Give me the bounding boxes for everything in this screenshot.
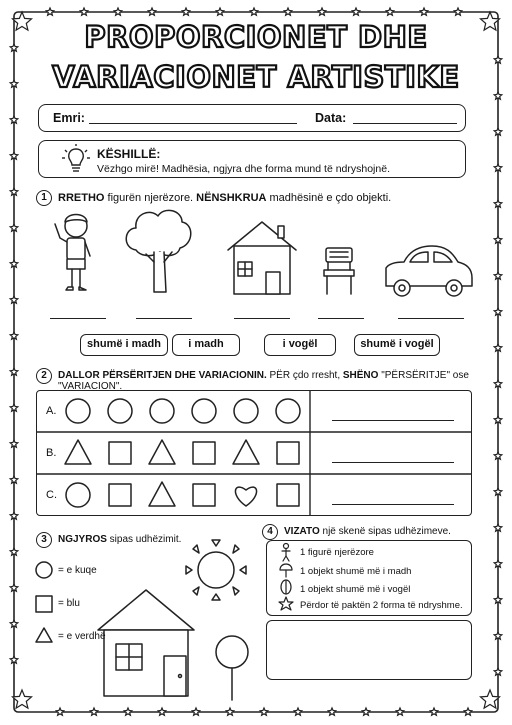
section-4-number: 4 <box>262 524 278 540</box>
title-line-2: VARIACIONET ARTISTIKE <box>52 60 460 94</box>
star-icon <box>279 597 293 610</box>
name-label: Emri: <box>53 111 85 125</box>
row-label-b: B. <box>46 447 57 459</box>
row-label-c: C. <box>46 489 57 501</box>
title-line-1: PROPORCIONET DHE <box>84 20 428 54</box>
section-1-number: 1 <box>36 190 52 206</box>
size-option-very-big[interactable]: shumë i madh <box>80 334 168 356</box>
checklist-item-small-object: 1 objekt shumë më i vogël <box>300 584 411 595</box>
legend-blue: = blu <box>58 598 80 609</box>
leaf-icon <box>281 580 291 594</box>
person-icon <box>282 544 290 562</box>
tip-title: KËSHILLË: <box>97 147 161 161</box>
row-label-a: A. <box>46 405 57 417</box>
checklist-item-big-object: 1 objekt shumë më i madh <box>300 566 412 577</box>
date-label: Data: <box>315 111 347 125</box>
section-3-instruction: NGJYROS sipas udhëzimit. <box>58 534 182 545</box>
checklist-item-shapes: Përdor të paktën 2 forma të ndryshme. <box>300 600 463 611</box>
section-3-number: 3 <box>36 532 52 548</box>
legend-yellow: = e verdhë <box>58 631 106 642</box>
legend-red: = e kuqe <box>58 565 97 576</box>
section-2-number: 2 <box>36 368 52 384</box>
size-option-big[interactable]: i madh <box>172 334 240 356</box>
checklist-item-person: 1 figurë njerëzore <box>300 547 374 558</box>
section-2-instruction: DALLOR PËRSËRITJEN DHE VARIACIONIN. PËR çdo rresht, SHËNO "PËRSËRITJE" ose "VARIACION". <box>58 370 469 392</box>
section-1-instruction: RRETHO figurën njerëzore. NËNSHKRUA madhësinë e çdo objekti. <box>58 192 392 204</box>
size-option-very-small[interactable]: shumë i vogël <box>354 334 440 356</box>
section-4-instruction: VIZATO një skenë sipas udhëzimeve. <box>284 526 451 537</box>
mushroom-icon <box>280 564 292 577</box>
tip-text: Vëzhgo mirë! Madhësia, ngjyra dhe forma mund të ndryshojnë. <box>97 163 390 175</box>
size-option-small[interactable]: i vogël <box>264 334 336 356</box>
